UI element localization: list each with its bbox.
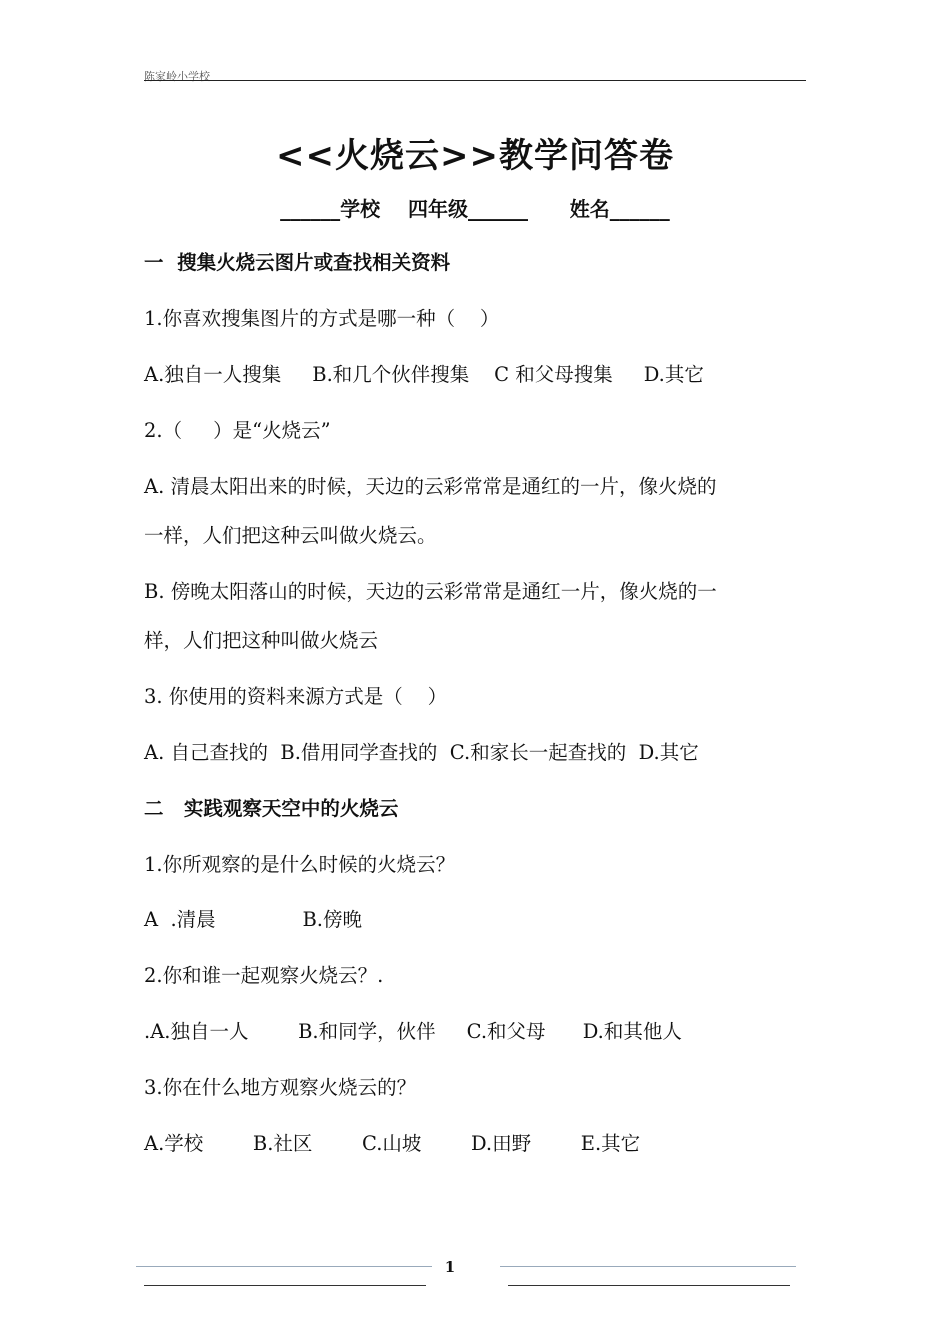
section-2-question-2-options: .A.独自一人 B.和同学，伙伴 C.和父母 D.和其他人 xyxy=(144,1020,682,1043)
section-2-question-2: 2.你和谁一起观察火烧云？. xyxy=(144,964,384,987)
section-1-question-1-options: A.独自一人搜集 B.和几个伙伴搜集 C 和父母搜集 D.其它 xyxy=(144,363,704,386)
section-1-question-2: 2.（ ）是“火烧云” xyxy=(144,419,331,442)
section-2-question-3: 3.你在什么地方观察火烧云的？ xyxy=(144,1076,417,1099)
page-number: 1 xyxy=(444,1258,456,1276)
page-title: <<火烧云>>教学问答卷 xyxy=(276,136,674,176)
header-divider xyxy=(144,80,806,81)
section-2-question-3-options: A.学校 B.社区 C.山坡 D.田野 E.其它 xyxy=(144,1132,641,1155)
section-2-question-1: 1.你所观察的是什么时候的火烧云？ xyxy=(144,853,456,876)
section-1-question-1: 1.你喜欢搜集图片的方式是哪一种（ ） xyxy=(144,307,500,330)
footer-rule-left-lower xyxy=(144,1285,426,1286)
section-1-question-2-option-b-line-2: 样，人们把这种叫做火烧云 xyxy=(144,629,379,652)
footer-rule-right-lower xyxy=(508,1285,790,1286)
student-info-line: ______学校 四年级______ 姓名______ xyxy=(280,197,670,221)
section-2-heading: 二 实践观察天空中的火烧云 xyxy=(144,797,399,820)
section-1-question-2-option-a-line-1: A. 清晨太阳出来的时候，天边的云彩常常是通红的一片，像火烧的 xyxy=(144,475,717,498)
section-1-question-2-option-a-line-2: 一样，人们把这种云叫做火烧云。 xyxy=(144,524,437,547)
section-1-question-3-options: A. 自己查找的 B.借用同学查找的 C.和家长一起查找的 D.其它 xyxy=(144,741,699,764)
section-1-question-2-option-b-line-1: B. 傍晚太阳落山的时候，天边的云彩常常是通红一片，像火烧的一 xyxy=(144,580,717,603)
section-2-question-1-options: A .清晨 B.傍晚 xyxy=(144,908,362,931)
section-1-heading: 一 搜集火烧云图片或查找相关资料 xyxy=(144,251,451,274)
header-school-name: 陈家岭小学校 xyxy=(144,70,210,83)
footer-rule-left-upper xyxy=(136,1266,432,1267)
footer-rule-right-upper xyxy=(500,1266,796,1267)
section-1-question-3: 3. 你使用的资料来源方式是（ ） xyxy=(144,685,448,708)
